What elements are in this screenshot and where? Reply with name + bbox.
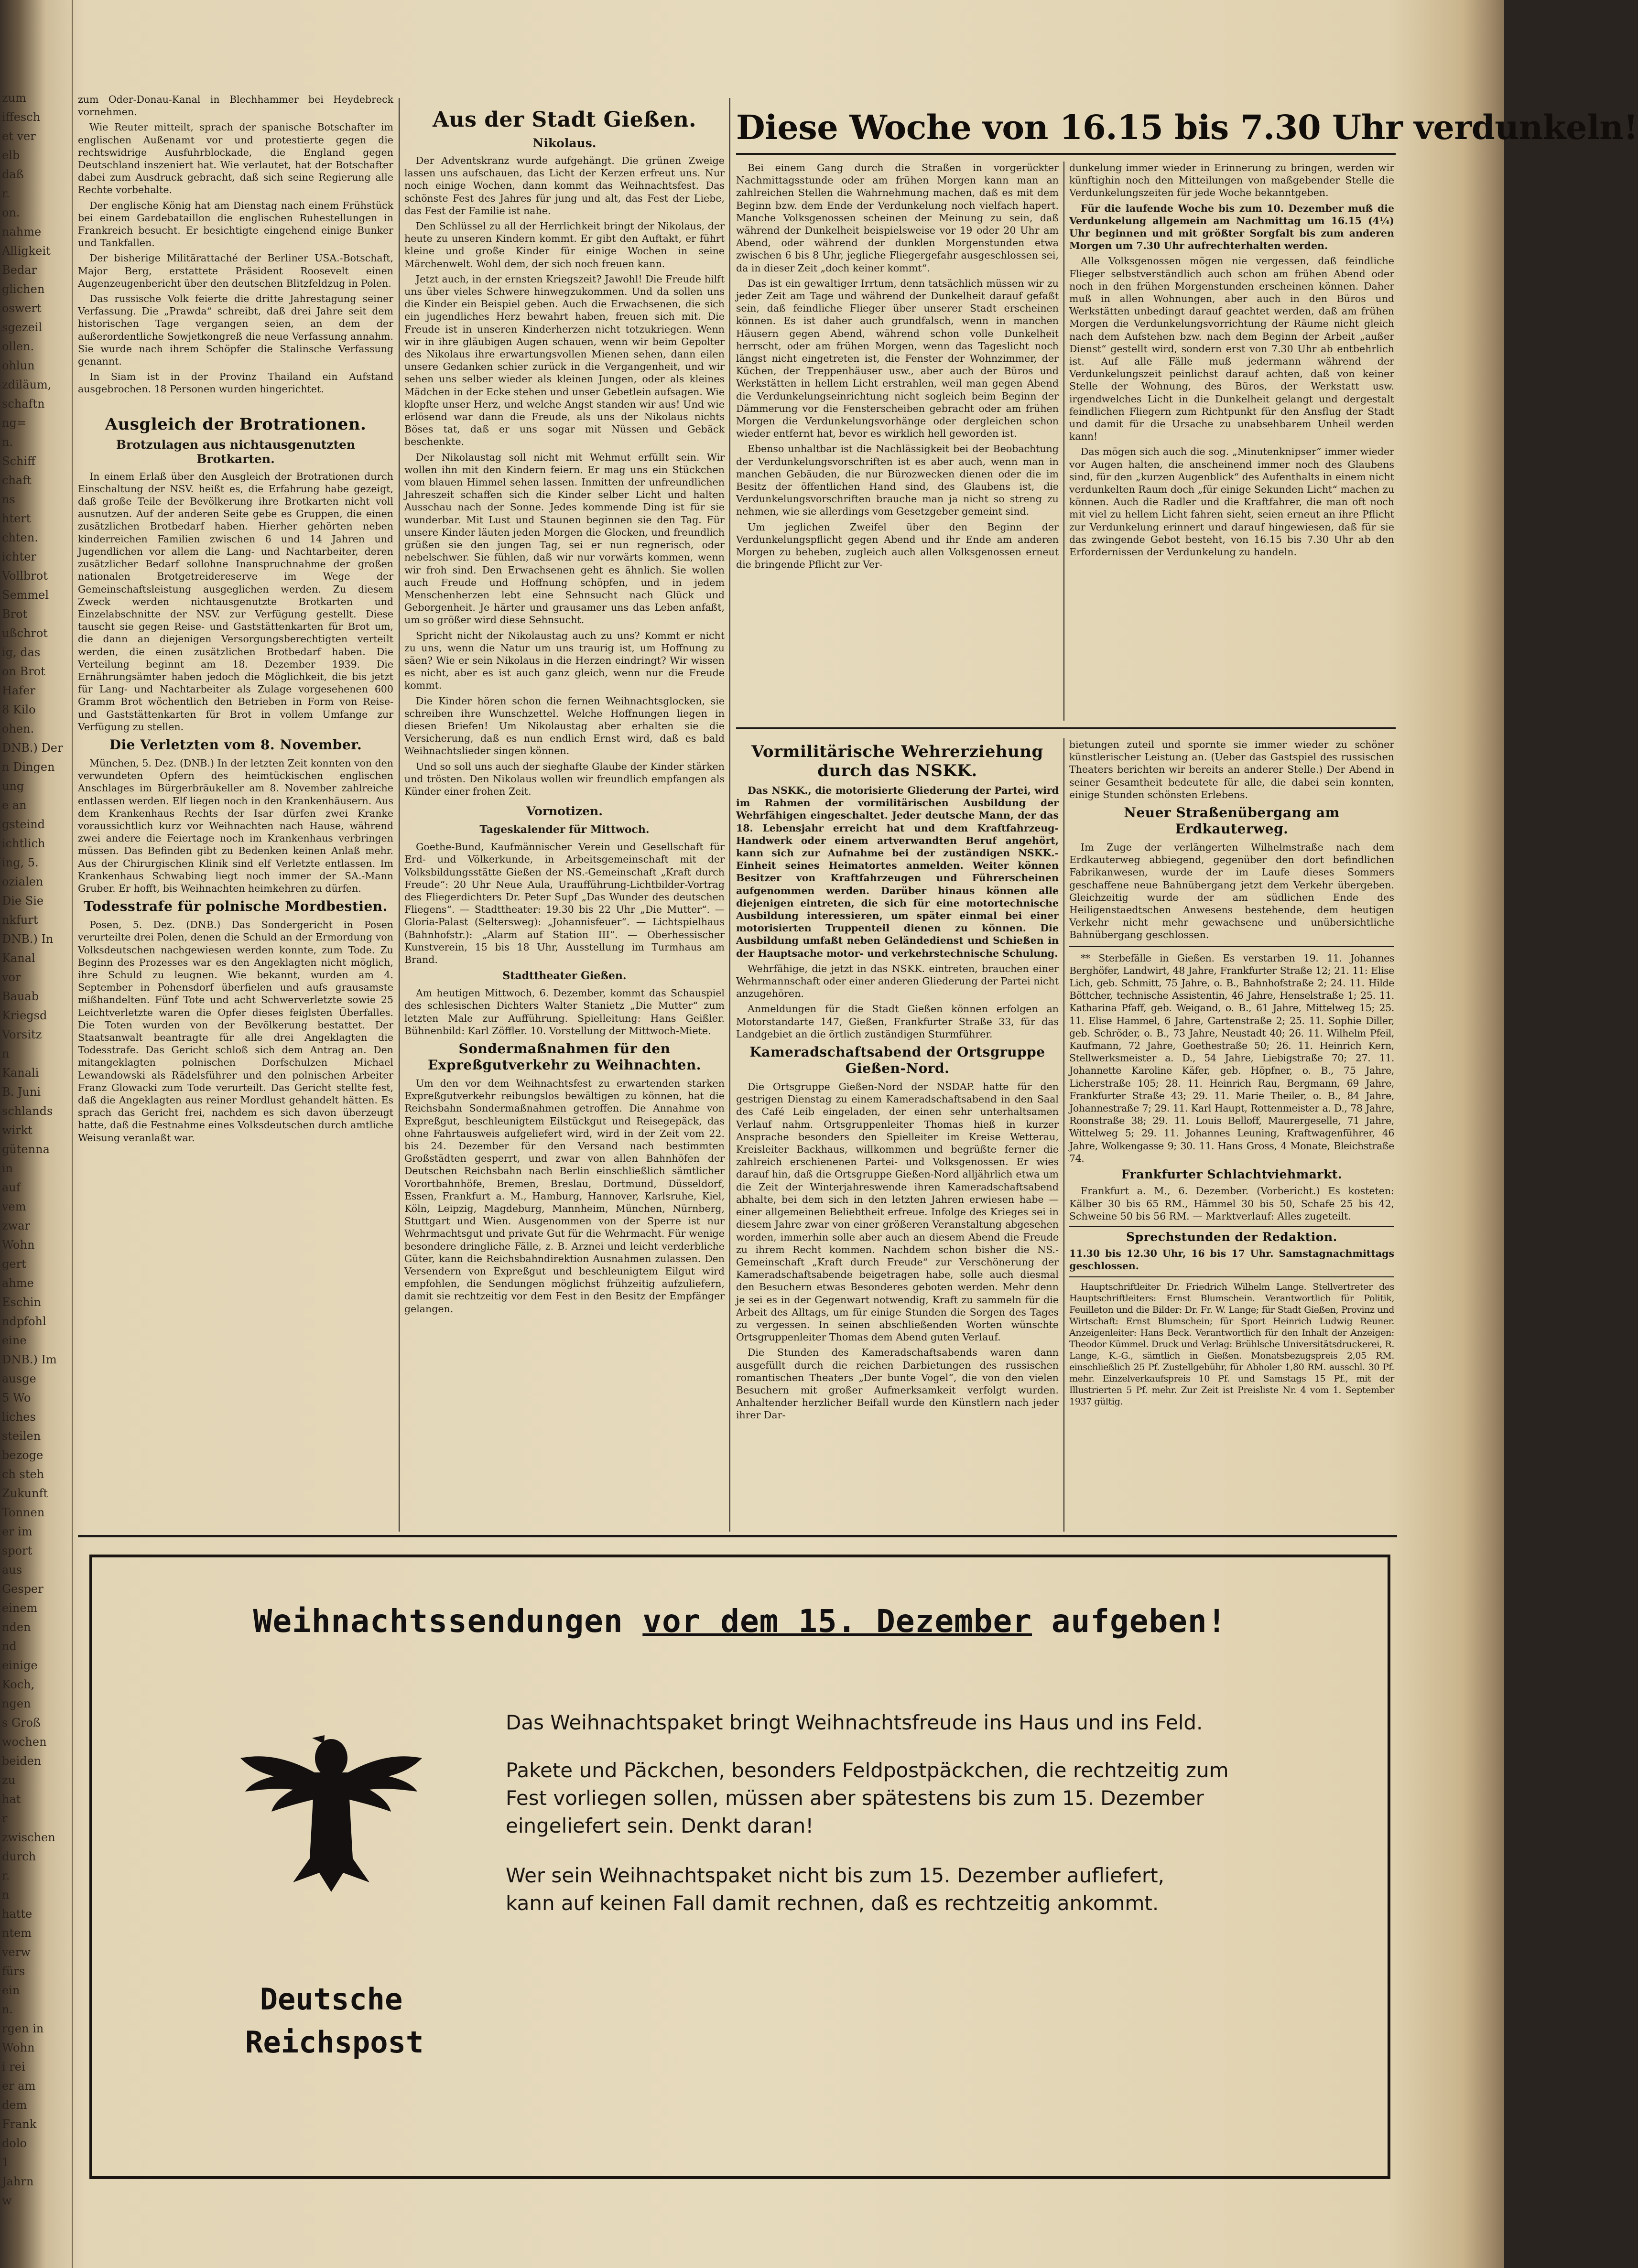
strip-text: Kriegsd [2,1009,47,1022]
strip-text: hatte [2,1907,33,1921]
previous-page-strip [0,0,73,2268]
article-headline-strasse: Neuer Straßenübergang am Erdkauterweg. [1124,805,1340,837]
strip-text: chaft [2,474,32,487]
section-rule [1069,1226,1394,1227]
strip-text: ohlun [2,359,35,372]
article-body-wehr: Anmeldungen für die Stadt Gießen können erfolgen an Motorstandarte 147, Gießen, Frankfurter Straße 33, für das Landgebiet an die örtlich zuständigen Sturmführer. [736,1003,1059,1040]
reichspost-advertisement [89,1555,1390,2179]
intro-paragraph: Der bisherige Militärattaché der Berliner USA.-Botschaft, Major Berg, erstattete Präsident Roosevelt einen Augenzeugenbericht über den deutschen Blitzfeldzug in Polen. [78,252,393,289]
article-body-kamerad: Die Stunden des Kameradschaftsabends waren dann ausgefüllt durch die reichen Darbietungen des russischen romantischen Theaters „Der bunte Vogel“, die von den vielen Besuchern mit großer Aufmerksamkeit verfolgt wurden. Anhaltender herzlicher Beifall wurde den Künstlern nach jeder ihrer Dar- [736,1347,1059,1421]
article-headline-kamerad: Kameradschaftsabend der Ortsgruppe Gießen-Nord. [749,1044,1045,1077]
article-body-nikolaus: Und so soll uns auch der sieghafte Glaube der Kinder stärken und trösten. Den Nikolaus wollen wir freundlich empfangen als Künder einer frohen Zeit. [404,760,725,797]
strip-text: zwischen [2,1831,55,1844]
strip-text: ein [2,1984,20,1997]
strip-text: ndpfohl [2,1315,46,1328]
ad-headline-part: aufgeben! [1032,1603,1227,1640]
strip-text: Semmel [2,588,49,602]
strip-text: ohen. [2,722,34,735]
strip-text: rgen in [2,2022,44,2035]
verdunkelung-body: dunkelung immer wieder in Erinnerung zu bringen, werden wir künftighin noch den Mitteilungen von maßgebender Stelle die Verdunkelungszeiten für jede Woche bekanntgeben. [1069,162,1394,199]
ad-headline-underlined: vor dem 15. Dezember [642,1603,1032,1640]
article-headline-vieh: Frankfurter Schlachtviehmarkt. [1121,1167,1343,1182]
strip-text: ichtlich [2,837,45,850]
strip-text: dolo [2,2137,27,2150]
strip-text: ngen [2,1697,31,1710]
strip-text: gert [2,1257,26,1271]
strip-text: Koch, [2,1678,35,1691]
strip-text: DNB.) Im [2,1353,57,1366]
strip-text: ußchrot [2,626,48,640]
strip-text: ollen. [2,340,34,353]
column-rule [399,98,400,1532]
vornotizen-heading: Vornotizen. [526,804,603,819]
strip-text: r. [2,187,10,200]
stadttheater-body: Am heutigen Mittwoch, 6. Dezember, kommt das Schauspiel des schlesischen Dichters Walter Stanietz „Die Mutter“ zum letzten Male zur Aufführung. Spielleitung: Hans Geißler. Bühnenbild: Karl Zöffler. 10. Vorstellung der Mittwoch-Miete. [404,987,725,1037]
strip-text: Alligkeit [2,244,51,258]
strip-text: daß [2,168,24,181]
strip-text: fürs [2,1965,25,1978]
strip-text: auf [2,1181,21,1194]
verdunkelung-body: Bei einem Gang durch die Straßen in vorgerückter Nachmittagsstunde oder am frühen Morgen kann man an zahlreichen Stellen die Wahrnehmung machen, daß es mit dem Beginn bzw. dem Ende der Verdunkelung noch vielfach hapert. Manche Volksgenossen scheinen der Meinung zu sein, daß während der Dunkelheit beispielsweise vor 19 oder 20 Uhr am Abend, oder während der dunklen Morgenstunden etwa zwischen 6 bis 8 Uhr, jegliche Fliegergefahr ausgeschlossen sei, da in dieser Zeit „doch keiner kommt“. [736,162,1059,274]
column-rule [729,98,730,1532]
article-body-nikolaus: Der Adventskranz wurde aufgehängt. Die grünen Zweige lassen uns aufschauen, das Licht der Kerzen erfreut uns. Nur noch einige Wochen, dann kommt das Weihnachtsfest. Das schönste Fest des Jahres für jung und alt, das Fest der Liebe, das Fest der Familie ist nahe. [404,155,725,216]
strip-text: Vollbrot [2,569,48,583]
strip-text: sport [2,1544,33,1557]
eagle-emblem-icon [236,1701,427,1949]
article-body-kamerad: Die Ortsgruppe Gießen-Nord der NSDAP. hatte für den gestrigen Dienstag zu einem Kameradschaftsabend in den Saal des Café Leib eingeladen, der einen sehr unterhaltsamen Verlauf nahm. Ortsgruppenleiter Thomas hieß in kurzer Ansprache besonders den Spielleiter im Kreise Wetterau, Kreisleiter Backhaus, willkommen und begrüßte ferner die zahlreich erschienenen Partei- und Volksgenossen. Er wies darauf hin, daß die Ortsgruppe Gießen-Nord alljährlich etwa um die Zeit der Winterjahreswende ihren Kameradschaftsabend abhalte, bei dem sich in den letzten Jahren erwiesen habe — einer allgemeinen Beliebtheit erfreue. Infolge des Krieges sei in diesem Jahre zwar von einer größeren Veranstaltung abgesehen worden, immerhin solle aber auch an diesem Abend die Freude zu ihrem Recht kommen. Nachdem schon bisher die NS.-Gemeinschaft „Kraft durch Freude“ zur Verschönerung der Kameradschaftsabende beigetragen habe, solle auch diesmal den Besuchern etwas Besonderes geboten werden. Mehr denn je sei es in der Gegenwart notwendig, Kraft zu sammeln für die Arbeit des Alltags, um für einige Stunden die Sorgen des Tages zu vergessen. In seinen abschließenden Worten wünschte Ortsgruppenleiter Thomas dem Abend guten Verlauf. [736,1081,1059,1343]
strip-text: aus [2,1563,22,1577]
strip-text: htert [2,512,31,525]
strip-text: wirkt [2,1123,33,1137]
strip-text: er am [2,2079,36,2093]
strip-text: Wohn [2,2041,35,2054]
strip-text: Vorsitz [2,1028,42,1041]
section-rule [1069,946,1394,947]
strip-text: iffesch [2,110,41,124]
strip-text: nahme [2,225,42,238]
strip-text: zwar [2,1219,30,1232]
verdunkelung-body: Ebenso unhaltbar ist die Nachlässigkeit bei der Beobachtung der Verdunkelungsvorschriften ist es aber auch, wenn man in manchen Gebäuden, die nur Bürozwecken dienen oder die im Besitz der öffentlichen Hand sind, des Glaubens ist, die Verdunkelungsvorschriften brauche man ja nicht so streng zu nehmen, wie sie allerdings vom Gesetzgeber gemeint sind. [736,443,1059,518]
strip-text: schlands [2,1104,53,1118]
strip-text: dem [2,2098,27,2112]
ad-headline [92,1603,1388,1640]
strip-text: Schiff [2,454,36,468]
ad-line: kann auf keinen Fall damit rechnen, daß es rechtzeitig ankommt. [506,1891,1159,1915]
strip-text: n. [2,2003,13,2016]
article-body-sonder: Um den vor dem Weihnachtsfest zu erwartenden starken Expreßgutverkehr reibungslos bewältigen zu können, hat die Reichsbahn Sondermaßnahmen getroffen. Die Annahme von Expreßgut, beschleunigtem Eilstückgut und Reisegepäck, das ohne Fahrtausweis aufgeliefert wird, wird in der Zeit vom 22. bis 24. Dezember für den Versand nach bestimmten Großstädten gesperrt, und zwar von allen Bahnhöfen der Deutschen Reichsbahn nach Berlin einschließlich sämtlicher Vorortbahnhöfe, Bremen, Breslau, Dortmund, Düsseldorf, Essen, Frankfurt a. M., Hamburg, Hannover, Karlsruhe, Kiel, Köln, Leipzig, Magdeburg, Mannheim, München, Nürnberg, Stuttgart und Wien. Ausgenommen von der Sperre ist nur Wehrmachtsgut und private Gut für die Wehrmacht. Für wenige besondere dringliche Fälle, z. B. Arznei und leicht verderbliche Güter, kann die Reichsbahndirektion Ausnahmen zulassen. Den Versendern von Expreßgut und beschleunigtem Eilgut wird empfohlen, die Sendungen möglichst frühzeitig aufzuliefern, damit sie rechtzeitig vor dem Fest in den Besitz der Empfänger gelangen. [404,1078,725,1315]
strip-text: nden [2,1620,31,1634]
article-body-nikolaus: Der Nikolaustag soll nicht mit Wehmut erfüllt sein. Wir wollen ihn mit den Kindern feiern. Er mag uns ein Stückchen vom blauen Himmel sehen lassen. Inmitten der unfreundlichen Jahreszeit schaffen sich die Kinder selber Licht und halten Ausschau nach der Sonne. Jedes kommende Ding ist für sie wunderbar. Mit Lust und Staunen beginnen sie den Tag. Für unsere Kinder läuten jeden Morgen die Glocken, und freundlich grüßen sie den jungen Tag, sei er nun regnerisch, oder nebelschwer. Sie fühlen, daß wir nur vorwärts kommen, wenn wir froh sind. Den Erwachsenen geht es ähnlich. Sie wollen auch Freude und Hoffnung schöpfen, und in jedem Menschenherzen lebt eine Sehnsucht nach Glück und Geborgenheit. Je härter und grausamer uns das Leben anfaßt, um so größer wird diese Sehnsucht. [404,451,725,626]
article-body-verletzt: München, 5. Dez. (DNB.) In der letzten Zeit konnten von den verwundeten Opfern des heimtückischen englischen Anschlages im Bürgerbräukeller am 8. November zahlreiche entlassen werden. Elf liegen noch in den Krankenhäusern. Aus dem Krankenhaus Rechts der Isar dürfen zwei Kranke voraussichtlich kurz vor Weihnachten nach Hause, während zwei andere die Feiertage noch im Krankenhaus verbringen müssen. Das Befinden gibt zu Bedenken keinen Anlaß mehr. Aus der Chirurgischen Klinik sind elf Verletzte entlassen. Im Krankenhaus Schwabing liegt noch immer der SA.-Mann Gruber. Er hofft, bis Weihnachten heimkehren zu dürfen. [78,757,393,894]
ad-brand-line: Reichspost [245,2025,424,2060]
column-4-top [1069,162,1394,561]
section-rule [1069,1276,1394,1277]
strip-text: B. Juni [2,1085,41,1099]
strip-text: verw [2,1945,31,1959]
strip-text: in [2,1162,13,1175]
column-rule [1063,738,1064,1532]
strip-text: elb [2,149,20,162]
article-body-vieh: Frankfurt a. M., 6. Dezember. (Vorbericht.) Es kosteten: Kälber 30 bis 65 RM., Hämmel 30 bis 50, Schafe 25 bis 42, Schweine 50 bis 56 RM. — Marktverlauf: Alles zugeteilt. [1069,1185,1394,1222]
ad-brand-line: Deutsche [260,1982,403,2017]
section-headline-stadt: Aus der Stadt Gießen. [432,108,696,132]
sprechstunden-body: 11.30 bis 12.30 Uhr, 16 bis 17 Uhr. Samstagnachmittags geschlossen. [1069,1248,1394,1272]
sprechstunden-heading: Sprechstunden der Redaktion. [1126,1230,1337,1244]
ad-line: eingeliefert sein. Denkt daran! [506,1814,814,1837]
ad-headline-part: Weihnachtssendungen [253,1603,643,1640]
ad-brand [245,1978,424,2064]
strip-text: schaftn [2,397,45,410]
strip-text: r. [2,1869,10,1882]
column-3-top [736,162,1059,574]
strip-text: bezoge [2,1448,43,1462]
strip-text: Hafer [2,684,35,697]
section-rule [736,727,1396,729]
strip-text: einige [2,1659,38,1672]
strip-text: Wohn [2,1238,35,1252]
strip-text: steilen [2,1429,41,1443]
strip-text: wochen [2,1735,47,1749]
strip-text: Eschin [2,1296,41,1309]
article-body-nikolaus: Den Schlüssel zu all der Herrlichkeit bringt der Nikolaus, der heute zu unseren Kindern kommt. Er gibt den Auftakt, er führt kleine und große Kinder für einige Wochen in seine Märchenwelt. Wohl dem, der sich noch freuen kann. [404,220,725,270]
strip-text: ichter [2,550,36,563]
sterbefaelle: ** Sterbefälle in Gießen. Es verstarben 19. 11. Johannes Berghöfer, Landwirt, 48 Jahre, Frankfurter Straße 12; 21. 11: Elise Lich, geb. Schmitt, 75 Jahre, o. B., Bahnhofstraße 2; 24. 11. Hilde Böttcher, technische Assistentin, 46 Jahre, Henselstraße 1; 25. 11. Katharina Pfaff, geb. Weigand, o. B., 61 Jahre, Mittelweg 15; 25. 11. Elise Hammel, 6 Jahre, Gartenstraße 2; 25. 11. Sophie Diller, geb. Schröder, o. B., 73 Jahre, Neustadt 40; 26. 11. Wilhelm Pfeil, Kaufmann, 72 Jahre, Goethestraße 50; 26. 11. Heinrich Kern, Stellwerksmeister a. D., 54 Jahre, Liebigstraße 70; 27. 11. Johannette Karoline Käfer, geb. Höpfner, o. B., 75 Jahre, Licherstraße 105; 28. 11. Heinrich Rau, Bergmann, 69 Jahre, Frankfurter Straße 43; 29. 11. Marie Theiler, o. B., 84 Jahre, Johannestraße 7; 29. 11. Karl Haupt, Rottenmeister a. D., 78 Jahre, Roonstraße 38; 29. 11. Louis Belloff, Maurergeselle, 71 Jahre, Wittelweg 5; 29. 11. Johannes Leuning, Kraftwagenführer, 46 Jahre, Wolkengasse 9; 30. 11. Hans Gross, 4 Monate, Bleichstraße 74. [1069,952,1394,1164]
column-4-bottom [1069,738,1394,1410]
strip-text: 5 Wo [2,1391,31,1404]
strip-text: Gesper [2,1582,43,1596]
strip-text: Zukunft [2,1487,48,1500]
strip-text: i rei [2,2060,25,2074]
strip-text: ing, 5. [2,856,39,869]
headline-underline [736,153,1396,155]
strip-text: et ver [2,130,36,143]
article-body-brot: In einem Erlaß über den Ausgleich der Brotrationen durch Einschaltung der NSV. heißt es, die Erfahrung habe gezeigt, daß große Teile der Bevölkerung ihre Brotkarten nicht voll ausnutzen. Auf der anderen Seite gebe es Gruppen, die einen zusätzlichen Brotbedarf haben. Hierher gehörten neben kinderreichen Familien zwischen 6 und 14 Jahren und Jugendlichen vor allem die Lang- und Nachtarbeiter, deren zusätzlicher Bedarf sollohne Inanspruchnahme der großen nationalen Brotgetreidereserve im Wege der Gemeinschaftsleistung ausgeglichen werden. Zu diesem Zweck werden nichtausgenutzte Brotkarten und Einzelabschnitte der NSV. zur Verfügung gestellt. Diese tauscht sie gegen Reise- und Gaststättenkarten für Brot um, die dann an diejenigen Versorgungsberechtigten verteilt werden, die einen zusätzlichen Brotbedarf haben. Die Verteilung beginnt am 18. Dezember 1939. Die Ernährungsämter haben jedoch die Möglichkeit, die bis jetzt für Lang- und Nachtarbeiter als Zulage vorgesehenen 600 Gramm Brot wöchentlich den Betrieben in Form von Reise- und Gaststättenkarten für Brot in vollem Umfange zur Verfügung zu stellen. [78,470,393,733]
article-body-nikolaus: Jetzt auch, in der ernsten Kriegszeit? Jawohl! Die Freude hilft uns über vieles Schwere hinwegzukommen. Und da sollen uns die Kinder ein Beispiel geben. Auch die Erwachsenen, die sich ein jugendliches Herz bewahrt haben, freuen sich mit. Die Freude ist in unseren Kinderherzen nicht totzukriegen. Wenn wir in ihre gläubigen Augen schauen, wenn wir beim Gepolter des Nikolaus ihre erwartungsvollen Mienen sehen, dann eilen unsere Gedanken schier zurück in die Vergangenheit, und wir sehen uns selber wieder als kleinen Jungen, oder als kleines Mädchen in der Ecke stehen und unser Gebetlein aufsagen. Wie klopfte unser Herz, und welche Angst standen wir aus! Und wie erlösend war dann die Freude, als uns der Nikolaus nichts Böses tat, daß er uns sogar mit Nüssen und Gebäck beschenkte. [404,273,725,448]
strip-text: er im [2,1525,33,1538]
article-headline-verletzt: Die Verletzten vom 8. November. [109,736,362,753]
headline-verdunkeln: Diese Woche von 16.15 bis 7.30 Uhr verdunkeln! [736,108,1638,147]
ad-line: Das Weihnachtspaket bringt Weihnachtsfreude ins Haus und ins Feld. [506,1711,1203,1734]
strip-text: r [2,1812,8,1825]
strip-text: beiden [2,1754,42,1768]
verdunkelung-body: Alle Volksgenossen mögen nie vergessen, daß feindliche Flieger selbstverständlich auch schon am frühen Abend oder noch in den frühen Morgenstunden erscheinen können. Daher muß in allen Wohnungen, aber auch in den Büros und Werkstätten unbedingt darauf geachtet werden, daß am frühen Morgen die Verdunkelungsvorrichtung der Räume nicht gleich nach dem Aufstehen bzw. nach dem Beginn der Arbeit „außer Dienst“ gestellt wird, sondern erst von 7.30 Uhr ab entbehrlich ist. Auf alle Fälle muß jedermann während der Verdunkelungszeit peinlichst darauf achten, daß von keiner Stelle der Wohnung, des Büros, der Werkstatt usw. irgendwelches Licht in die Dunkelheit gelangt und dergestalt feindlichen Fliegern zum Richtpunkt für den Ansflug der Stadt und damit für die Ursache zu unabsehbarem Unheil werden kann! [1069,255,1394,443]
article-body-todes: Posen, 5. Dez. (DNB.) Das Sondergericht in Posen verurteilte drei Polen, denen die Schuld an der Ermordung von Volksdeutschen nachgewiesen werden konnte, zum Tode. Zu Beginn des Prozesses war es den Angeklagten nicht möglich, ihre Schuld zu leugnen. Wie bekannt, wurden am 4. September in Pohensdorf überfielen und aufs grausamste mißhandelten. Fünf Tote und acht Schwerverletzte sowie 25 Leichtverletzte waren die Opfer dieses feiglsten Überfalles. Die Toten wurden von der Bevölkerung bestattet. Der Staatsanwalt beantragte für alle drei Angeklagten die Todesstrafe. Das Gericht schloß sich dem Antrag an. Den mitangeklagten polnischen Dorfschulzen Michael Lewandowski als Rädelsführer und den polnischen Arbeiter Franz Glowacki zum Tode verurteilt. Das Gericht stellte fest, daß die Angeklagten aus reiner Mordlust gehandelt hätten. Es sprach das Gericht frei, nachdem es sich davon überzeugt hatte, daß die Festnahme eines Volksdeutschen durch amtliche Weisung veranlaßt war. [78,919,393,1144]
strip-text: gsteind [2,818,45,831]
strip-text: Frank [2,2117,37,2131]
strip-text: ung [2,779,24,793]
strip-text: e an [2,799,27,812]
strip-text: n. [2,435,13,449]
strip-text: ns [2,493,15,506]
article-headline-sonder: Sondermaßnahmen für den Expreßgutverkehr zu Weihnachten. [428,1041,701,1073]
strip-text: ausge [2,1372,36,1385]
strip-text: sgezeil [2,321,43,334]
strip-text: zdiläum, [2,378,52,391]
verdunkelung-body: Das ist ein gewaltiger Irrtum, denn tatsächlich müssen wir zu jeder Zeit am Tage und während der Dunkelheit darauf gefaßt sein, daß feindliche Flieger über unserer Stadt erscheinen können. Es ist daher auch grundfalsch, wenn in manchen Häusern gegen Abend, während schon volle Dunkelheit herrscht, oder am frühen Morgen, wenn das Tageslicht noch längst nicht eingetreten ist, die Fenster der Wohnzimmer, der Küchen, der Treppenhäuser usw., aber auch der Büros und Werkstätten in hellem Licht erstrahlen, weil man gegen Abend die Verdunkelungseinrichtung nicht sogleich beim Beginn der Dämmerung vor die Fensterscheiben gebracht oder am frühen Morgen die Verdunkelungsvorhänge oder dergleichen schon wieder entfernt hat, bevor es wirklich hell geworden ist. [736,277,1059,440]
strip-text: nd [2,1640,17,1653]
strip-text: glichen [2,282,45,296]
article-subheadline-brot: Brotzulagen aus nichtausgenutzten Brotkarten. [116,437,356,466]
intro-paragraph: zum Oder‑Donau‑Kanal in Blechhammer bei Heydebreck vornehmen. [78,94,393,118]
strip-text: ig, das [2,646,41,659]
article-headline-wehr: Vormilitärische Wehrerziehung durch das NSKK. [751,742,1043,780]
stadttheater-heading: Stadttheater Gießen. [502,970,627,983]
strip-text: eine [2,1334,27,1347]
vornotizen-body: Goethe-Bund, Kaufmännischer Verein und Gesellschaft für Erd- und Völkerkunde, in Arbeitsgemeinschaft mit der Volksbildungsstätte Gießen der NS.-Gemeinschaft „Kraft durch Freude“: 20 Uhr Neue Aula, Uraufführung-Lichtbilder-Vortrag des Fliegerdichters Dr. Peter Supf „Das Wunder des deutschen Fliegens“. — Stadttheater: 19.30 bis 22 Uhr „Die Mutter“. — Gloria-Palast (Seltersweg): „Johannisfeuer“. — Lichtspielhaus (Bahnhofstr.): „Alarm auf Station III“. — Oberhessischer Kunstverein, 15 bis 18 Uhr, Ausstellung im Turmhaus am Brand. [404,841,725,965]
strip-text: DNB.) In [2,932,54,946]
strip-text: einem [2,1601,38,1615]
article-subheadline-nikolaus: Nikolaus. [532,136,597,150]
tageskalender-heading: Tageskalender für Mittwoch. [479,823,650,836]
strip-text: Kanal [2,951,35,965]
intro-paragraph: Der englische König hat am Dienstag nach einem Frühstück bei einem Gardebataillon die englischen Ruhestellungen in Frankreich besucht. Er besichtigte eingehend einige Bunker und Tankfallen. [78,199,393,249]
intro-paragraph: Wie Reuter mitteilt, sprach der spanische Botschafter im englischen Außenamt vor und protestierte gegen die rechtswidrige Ausfuhrblockade, die England gegen Deutschland inszeniert hat. Wie verlautet, hat der Botschafter dabei zum Ausdruck gebracht, daß sich seine Regierung alle Rechte vorbehalte. [78,121,393,196]
intro-paragraph: In Siam ist in der Provinz Thailand ein Aufstand ausgebrochen. 18 Personen wurden hingerichtet. [78,371,393,395]
column-1 [78,93,393,1147]
article-body-strasse: Im Zuge der verlängerten Wilhelmstraße nach dem Erdkauterweg abbiegend, gegenüber den dort befindlichen Fabrikanwesen, wurde der im Laufe dieses Sommers geschaffene neue Bahnübergang jetzt dem Verkehr übergeben. Gleichzeitig wurde der am südlichen Ende des Heiligenstaedtschen Anwesens bestehende, dem heutigen Verkehr nicht mehr gewachsene und unübersichtliche Bahnübergang geschlossen. [1069,842,1394,941]
strip-text: n [2,1888,10,1901]
strip-text: nkfurt [2,913,38,927]
article-body-nikolaus: Die Kinder hören schon die fernen Weihnachtsglocken, sie schreiben ihre Wunschzettel. Welche Hoffnungen liegen in diesen Briefen! Um Nikolaustag aber erhalten sie die Versicherung, daß es nun endlich Ernst wird, daß es bald Weihnachtslieder singen können. [404,695,725,757]
article-headline-todes: Todesstrafe für polnische Mordbestien. [84,898,388,915]
strip-text: n Dingen [2,760,55,774]
column-rule [1063,162,1064,721]
kamerad-continued: bietungen zuteil und spornte sie immer wieder zu schöner künstlerischer Leistung an. (Ueber das Gastspiel des russischen Theaters berichten wir bereits an anderer Stelle.) Der Abend in seiner Gesamtheit bedeutete für alle, die dabei sein konnten, einige Stunden schönsten Erlebens. [1069,739,1394,800]
strip-text: ahme [2,1276,34,1290]
strip-text: liches [2,1410,36,1424]
strip-text: ntem [2,1926,32,1940]
strip-text: Kanali [2,1066,39,1080]
strip-text: vor [2,971,21,984]
strip-text: DNB.) Der [2,741,63,755]
strip-text: 8 Kilo [2,703,36,716]
verdunkelung-body: Das mögen sich auch die sog. „Minutenknipser“ immer wieder vor Augen halten, die anscheinend immer noch des Glaubens sind, für den „kurzen Augenblick“ des Aufenthalts in einem nicht verdunkelten Raum doch „für einige Sekunden Licht“ machen zu können. Auch die Radler und die Kraftfahrer, die man oft noch mit viel zu hellem Licht fahren sieht, seien erneut an ihre Pflicht zur Verdunkelung erinnert und darauf hingewiesen, daß für sie das zwingende Gebot besteht, von 16.15 bis 7.30 Uhr ab den Erfordernissen der Verdunkelung zu handeln. [1069,446,1394,558]
ad-line: Fest vorliegen sollen, müssen aber spätestens bis zum 15. Dezember [506,1786,1204,1810]
ad-line: Wer sein Weihnachtspaket nicht bis zum 15. Dezember aufliefert, [506,1864,1164,1887]
strip-text: Tonnen [2,1506,45,1519]
article-body-wehr: Das NSKK., die motorisierte Gliederung der Partei, wird im Rahmen der vormilitärischen Ausbildung der Wehrfähigen eingeschaltet. Jeder deutsche Mann, der das 18. Lebensjahr erreicht hat und dem Kraftfahrzeug-Handwerk oder einem artverwandten Beruf angehört, kann sich zur Aufnahme bei der zuständigen NSKK.-Einheit seines Heimatortes anmelden. Weiter können Besitzer von Kraftfahrzeugen und Führerscheinen aufgenommen werden. Darüber hinaus können alle diejenigen eintreten, die sich für eine motortechnische Ausbildung interessieren, um später einmal bei einer motorisierten Truppenteil dienen zu können. Die Ausbildung umfaßt neben Geländedienst und Schießen in der Hauptsache motor- und verkehrstechnische Schulung. [736,785,1059,959]
column-2 [404,98,725,1318]
strip-text: zum [2,91,26,105]
strip-text: gütenna [2,1143,50,1156]
strip-text: ozialen [2,875,43,888]
column-3-bottom [736,738,1059,1425]
strip-text: vem [2,1200,26,1213]
strip-text: Bedar [2,263,37,277]
strip-text: on Brot [2,665,45,678]
ad-line: Pakete und Päckchen, besonders Feldpostpäckchen, die rechtzeitig zum [506,1759,1229,1782]
verdunkelung-body: Um jeglichen Zweifel über den Beginn der Verdunkelungspflicht gegen Abend und ihr Ende am anderen Morgen zu beheben, zugleich auch allen Volksgenossen erneut die bringende Pflicht zur Ver- [736,521,1059,571]
strip-text: Bauab [2,990,39,1003]
section-rule [78,1535,1397,1537]
strip-text: n [2,1047,10,1060]
strip-text: chten. [2,531,38,544]
strip-text: Die Sie [2,894,44,907]
strip-text: hat [2,1793,21,1806]
article-headline-brot: Ausgleich der Brotrationen. [105,414,367,434]
strip-text: zu [2,1773,16,1787]
strip-text: Jahrn [2,2175,34,2188]
strip-text: s Groß [2,1716,41,1729]
article-body-wehr: Wehrfähige, die jetzt in das NSKK. eintreten, brauchen einer Wehrmannschaft oder einer anderen Gliederung der Partei nicht anzugehören. [736,962,1059,1000]
strip-text: durch [2,1850,36,1863]
strip-text: on. [2,206,20,219]
strip-text: ng= [2,416,26,430]
strip-text: ch steh [2,1468,44,1481]
strip-text: oswert [2,302,42,315]
verdunkelung-times: Für die laufende Woche bis zum 10. Dezember muß die Verdunkelung allgemein am Nachmittag um 16.15 (4¼) Uhr beginnen und mit größter Sorgfalt bis zum anderen Morgen um 7.30 Uhr aufrechterhalten werden. [1069,202,1394,252]
impressum: Hauptschriftleiter Dr. Friedrich Wilhelm Lange. Stellvertreter des Hauptschriftleiters: Ernst Blumschein. Verantwortlich für Politik, Feuilleton und die Bilder: Dr. Fr. W. Lange; für Stadt Gießen, Provinz und Wirtschaft: Ernst Blumschein; für Sport Heinrich Ludwig Reuner. Anzeigenleiter: Hans Beck. Verantwortlich für den Inhalt der Anzeigen: Theodor Kümmel. Druck und Verlag: Brühlsche Universitätsdruckerei, R. Lange, K.-G., sämtlich in Gießen. Monatsbezugspreis 2,05 RM. einschließlich 25 Pf. Zustellgebühr, für Abholer 1,80 RM. ausschl. 30 Pf. mehr. Einzelverkaufspreis 10 Pf. und Samstags 15 Pf., mit der Illustrierten 5 Pf. mehr. Zur Zeit ist Preisliste Nr. 4 vom 1. September 1937 gültig. [1069,1281,1394,1407]
strip-text: w [2,2194,12,2207]
article-body-nikolaus: Spricht nicht der Nikolaustag auch zu uns? Kommt er nicht zu uns, wenn die Natur um uns traurig ist, um Hoffnung zu säen? Wie er sein Nikolaus in die Herzen eindringt? Wir wissen es nicht, aber es ist auch ganz gleich, wenn nur die Freude kommt. [404,629,725,691]
intro-paragraph: Das russische Volk feierte die dritte Jahrestagung seiner Verfassung. Die „Prawda“ schreibt, daß drei Jahre seit dem historischen Tage vergangen seien, an dem der außerordentliche Sowjetkongreß die neue Verfassung annahm. Sie wurde nach ihrem Schöpfer die Stalinsche Verfassung genannt. [78,293,393,367]
strip-text: Brot [2,607,28,621]
strip-text: 1 [2,2156,10,2169]
